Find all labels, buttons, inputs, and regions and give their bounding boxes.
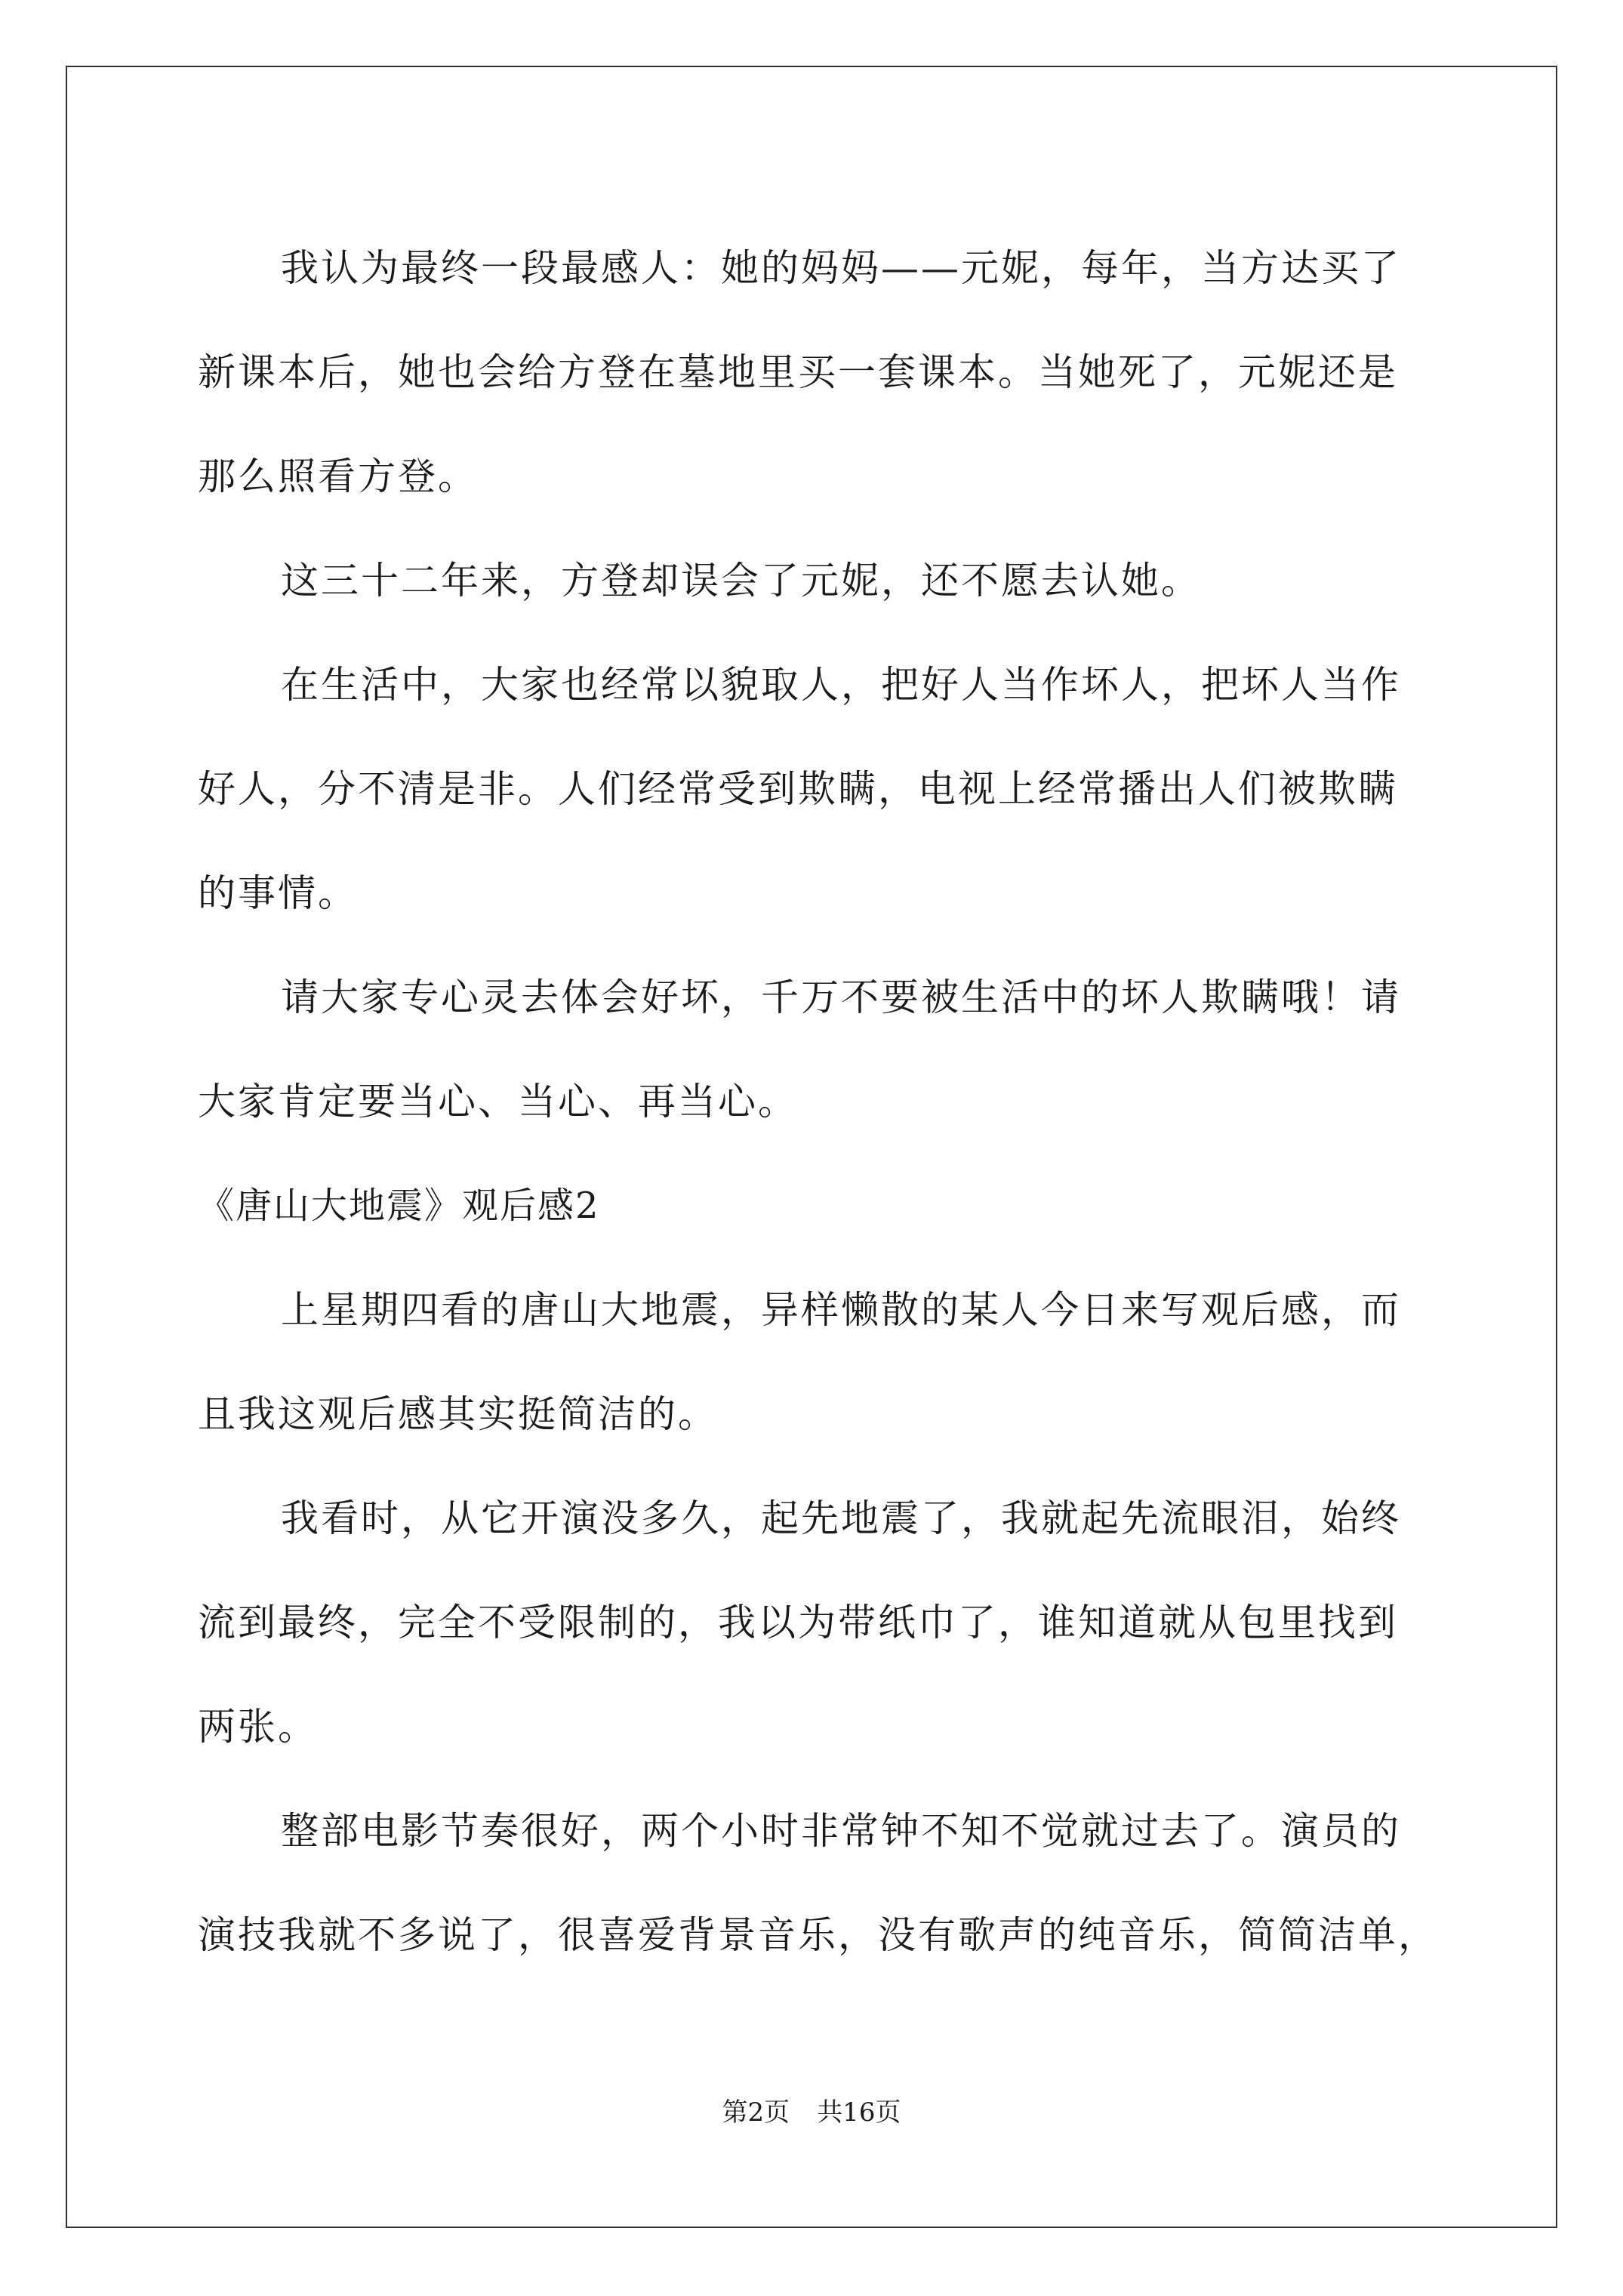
paragraph (198, 1466, 1436, 1779)
text-line: 且我这观后感其实挺简洁的。 (198, 1392, 718, 1436)
paragraph (198, 1779, 1436, 1987)
text-line: 好人，分不清是非。人们经常受到欺瞒，电视上经常播出人们被欺瞒 (198, 767, 1398, 811)
page-footer (0, 2097, 1623, 2128)
page-total: 共16页 (817, 2097, 901, 2128)
text-line: 这三十二年来，方登却误会了元妮，还不愿去认她。 (281, 559, 1201, 603)
paragraph (198, 945, 1436, 1154)
text-line: 在生活中，大家也经常以貌取人，把好人当作坏人，把坏人当作 (281, 663, 1401, 707)
section-title: 《唐山大地震》观后感2 (198, 1185, 600, 1227)
text-line: 演技我就不多说了，很喜爱背景音乐，没有歌声的纯音乐，简简洁单， (198, 1913, 1438, 1957)
paragraph (198, 633, 1436, 945)
text-line: 请大家专心灵去体会好坏，千万不要被生活中的坏人欺瞒哦！请 (281, 975, 1401, 1019)
paragraph (198, 216, 1436, 529)
text-line: 上星期四看的唐山大地震，异样懒散的某人今日来写观后感，而 (281, 1288, 1401, 1332)
document-body (198, 216, 1436, 1987)
paragraph (198, 529, 1436, 633)
paragraph (198, 1258, 1436, 1466)
text-line: 流到最终，完全不受限制的，我以为带纸巾了，谁知道就从包里找到 (198, 1601, 1398, 1644)
text-line: 的事情。 (198, 871, 358, 915)
text-line: 我认为最终一段最感人：她的妈妈——元妮，每年，当方达买了 (281, 246, 1401, 290)
text-line: 两张。 (198, 1705, 318, 1749)
page-number: 第2页 (722, 2097, 790, 2128)
text-line: 我看时，从它开演没多久，起先地震了，我就起先流眼泪，始终 (281, 1496, 1401, 1540)
text-line: 那么照看方登。 (198, 455, 478, 498)
text-line: 整部电影节奏很好，两个小时非常钟不知不觉就过去了。演员的 (281, 1809, 1401, 1853)
text-line: 新课本后，她也会给方登在墓地里买一套课本。当她死了，元妮还是 (198, 350, 1398, 394)
text-line: 大家肯定要当心、当心、再当心。 (198, 1080, 798, 1123)
